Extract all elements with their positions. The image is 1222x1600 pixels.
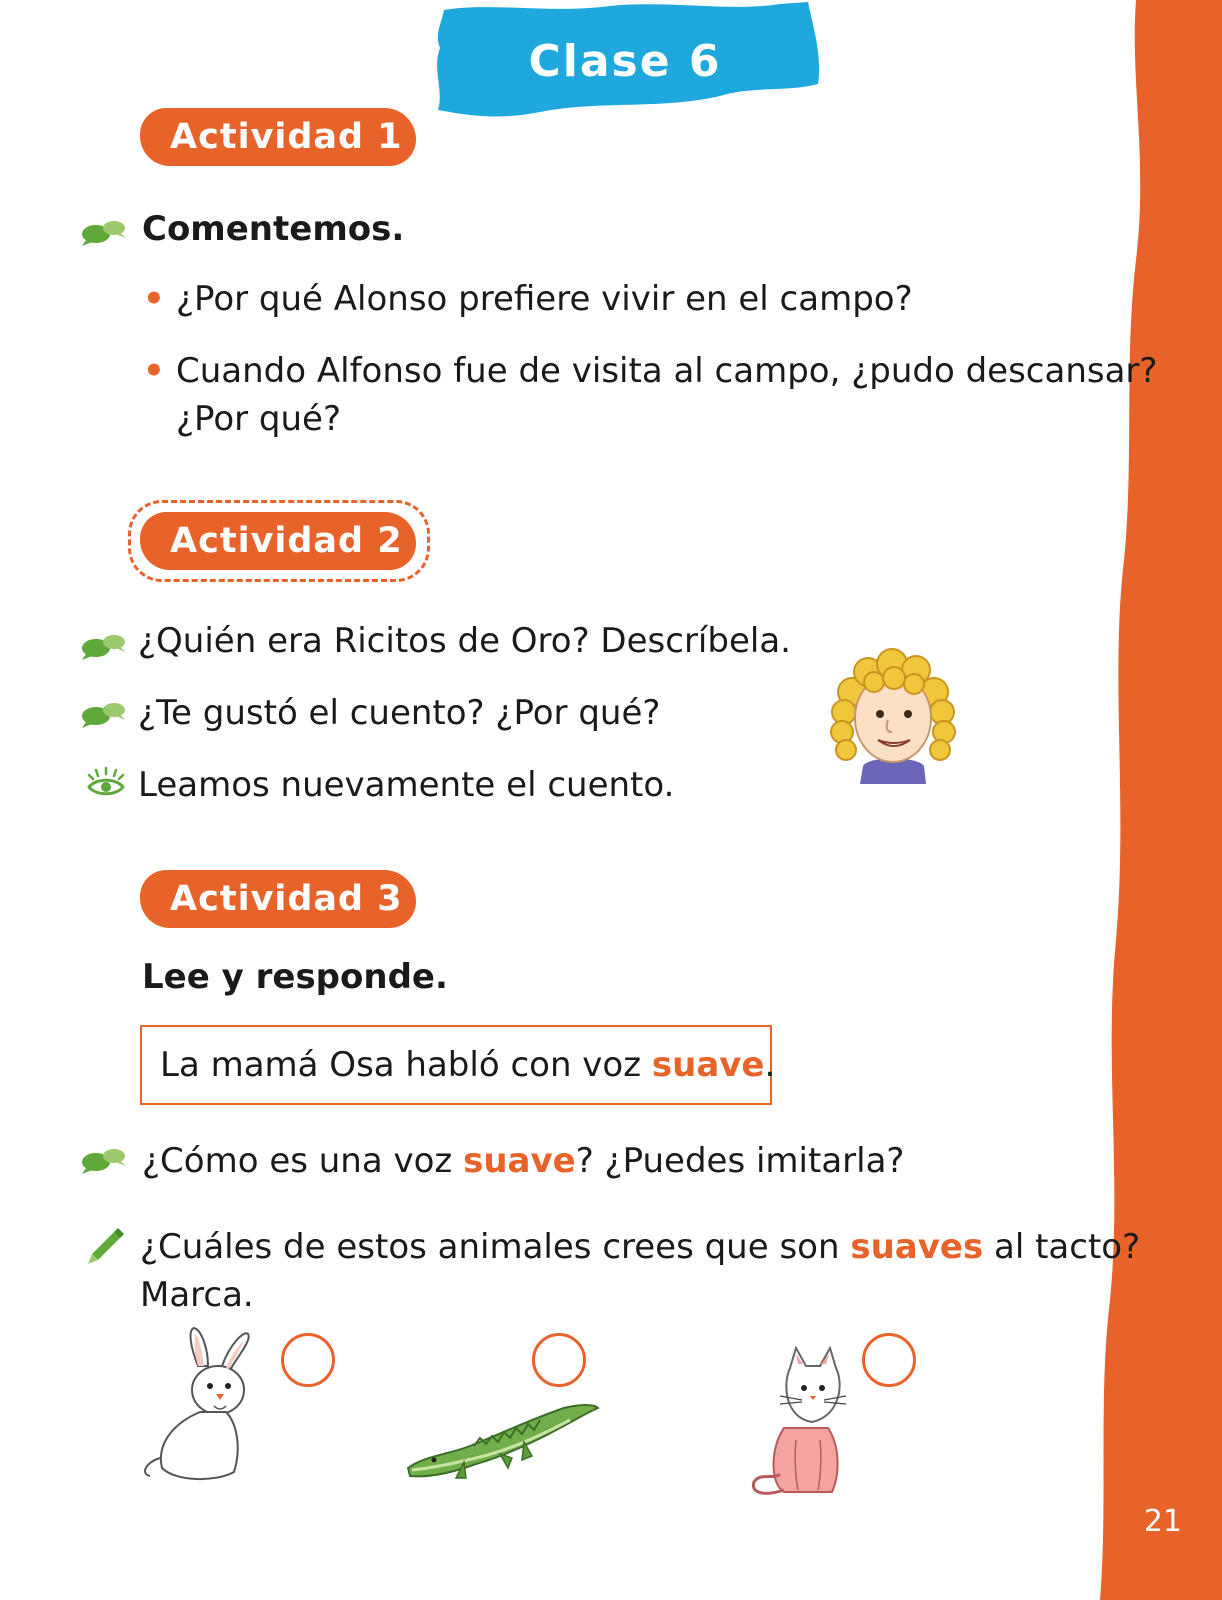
speech-bubbles-icon — [80, 1146, 128, 1176]
activity-1-instruction: Comentemos. — [142, 209, 405, 249]
crocodile-illustration — [404, 1398, 600, 1486]
checkbox-circle-rabbit[interactable] — [281, 1333, 335, 1387]
speech-bubbles-icon — [80, 700, 128, 730]
activity-2-item-2: ¿Te gustó el cuento? ¿Por qué? — [138, 693, 661, 733]
activity-3-label: Actividad 3 — [140, 870, 416, 928]
activity-1-question-2-line2: ¿Por qué? — [176, 399, 342, 439]
checkbox-circle-cat[interactable] — [862, 1333, 916, 1387]
activity-3-instruction: Lee y responde. — [142, 957, 448, 997]
activity-2-item-3: Leamos nuevamente el cuento. — [138, 765, 675, 805]
question-text-end: al tacto? — [983, 1227, 1141, 1267]
question-highlight-word: suaves — [850, 1227, 984, 1267]
activity-3-question-1 — [142, 1138, 904, 1184]
example-sentence — [160, 1042, 775, 1088]
speech-bubbles-icon — [80, 632, 128, 662]
activity-1-question-1: ¿Por qué Alonso prefiere vivir en el campo? — [176, 279, 913, 319]
page-title: Clase 6 — [528, 36, 722, 87]
cat-illustration — [740, 1344, 860, 1500]
activity-2-item-1: ¿Quién era Ricitos de Oro? Descríbela. — [138, 621, 791, 661]
page-number: 21 — [1143, 1504, 1182, 1539]
sentence-highlight-word: suave — [651, 1045, 765, 1085]
activity-1-question-2: Cuando Alfonso fue de visita al campo, ¿pudo descansar? — [176, 351, 1158, 391]
eye-icon — [86, 766, 126, 800]
activity-1-label: Actividad 1 — [140, 108, 416, 166]
bullet-dot: • — [143, 351, 165, 391]
sentence-text: La mamá Osa habló con voz — [160, 1045, 652, 1085]
sentence-end: . — [764, 1045, 776, 1085]
pencil-icon — [84, 1224, 126, 1266]
question-text-end: ? ¿Puedes imitarla? — [575, 1141, 905, 1181]
activity-3-question-2 — [140, 1224, 1140, 1270]
activity-2-label: Actividad 2 — [140, 512, 416, 570]
bullet-dot: • — [143, 279, 165, 319]
activity-3-question-2-line2: Marca. — [140, 1275, 254, 1315]
checkbox-circle-crocodile[interactable] — [532, 1333, 586, 1387]
goldilocks-illustration — [818, 648, 968, 788]
speech-bubbles-icon — [80, 218, 128, 248]
question-text: ¿Cuáles de estos animales crees que son — [140, 1227, 851, 1267]
question-text: ¿Cómo es una voz — [142, 1141, 464, 1181]
rabbit-illustration — [136, 1326, 276, 1486]
question-highlight-word: suave — [463, 1141, 576, 1181]
